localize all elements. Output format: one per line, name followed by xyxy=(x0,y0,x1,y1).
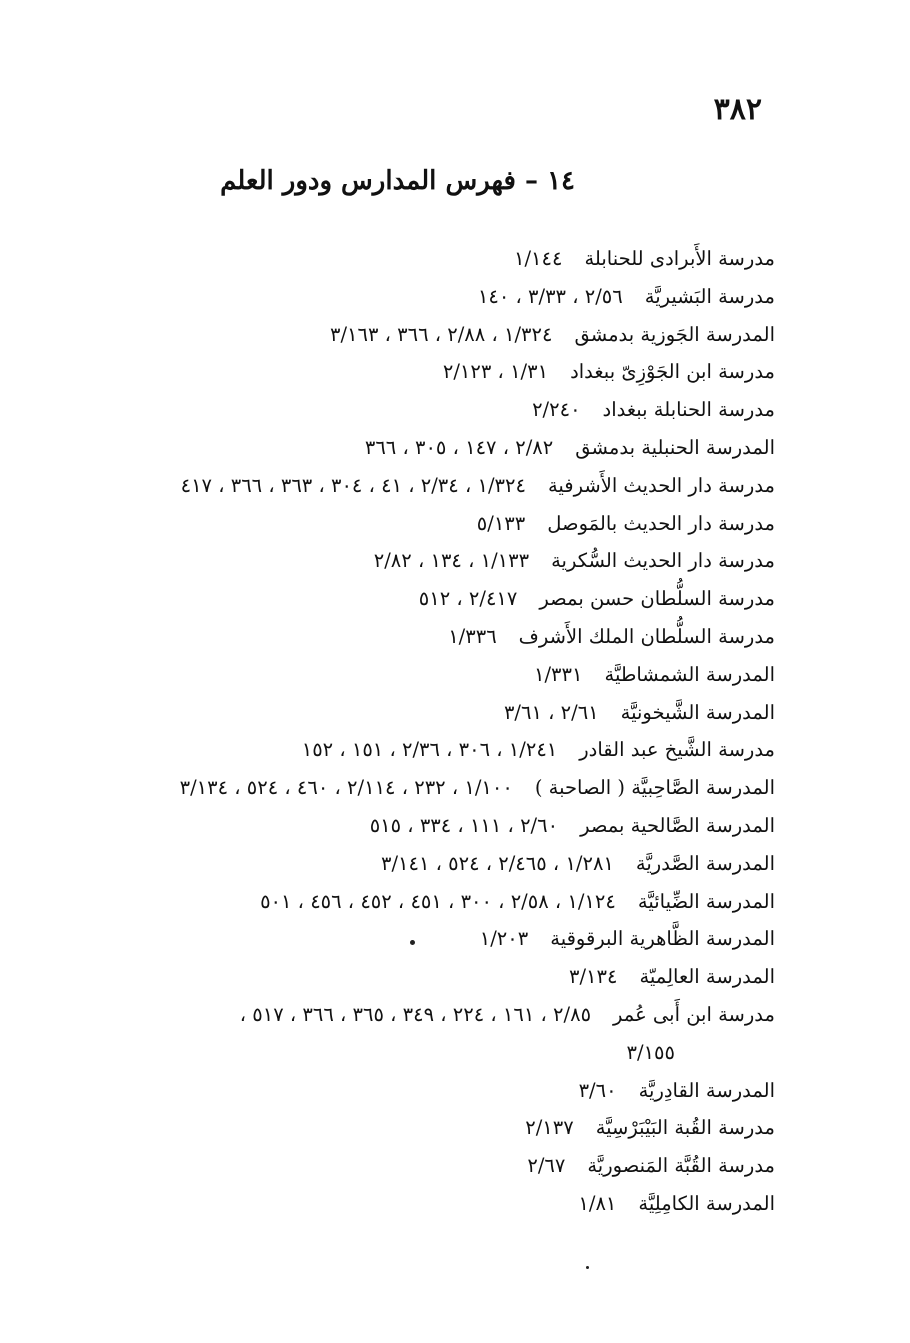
entry-page-refs: ٢/٦٧ xyxy=(527,1154,566,1178)
index-entry xyxy=(5,467,775,505)
entry-name: مدرسة دار الحديث بالمَوصل xyxy=(547,511,775,535)
entry-name: مدرسة السلُّطان حسن بمصر xyxy=(539,587,775,611)
entry-page-refs: ١/١٠٠ ، ٢٣٢ ، ٢/١١٤ ، ٤٦٠ ، ٥٢٤ ، ٣/١٣٤ xyxy=(179,776,513,800)
entry-page-refs: ٢/٦١ ، ٣/٦١ xyxy=(503,700,599,724)
entry-name: مدرسة الأَبرادى للحنابلة xyxy=(584,247,775,270)
index-entry xyxy=(5,920,775,958)
index-entry xyxy=(5,731,775,769)
entry-page-refs: ٢/٤١٧ ، ٥١٢ xyxy=(418,587,518,611)
entry-page-refs: ١/٨١ xyxy=(578,1191,617,1215)
entry-name: مدرسة دار الحديث الأَشرفية xyxy=(547,473,775,497)
entry-name: مدرسة دار الحديث السُّكرية xyxy=(551,549,775,573)
entry-page-refs: ٢/٨٢ ، ١٤٧ ، ٣٠٥ ، ٣٦٦ xyxy=(364,435,554,459)
index-entry xyxy=(5,694,775,732)
entry-page-refs: ٢/٦٠ ، ١١١ ، ٣٣٤ ، ٥١٥ xyxy=(369,813,559,837)
entry-page-refs: ١/٣٣٦ xyxy=(448,624,497,648)
index-entry xyxy=(5,618,775,656)
index-entry xyxy=(5,1147,775,1185)
index-entry xyxy=(5,845,775,883)
entry-name: المدرسة الحنبلية بدمشق xyxy=(575,435,775,459)
index-entry xyxy=(5,316,775,354)
entry-name: مدرسة السلُّطان الملك الأَشرف xyxy=(518,624,775,648)
index-entry xyxy=(5,1185,775,1223)
index-entry xyxy=(5,883,775,921)
entry-name: المدرسة القادِريَّة xyxy=(638,1078,775,1102)
entry-page-refs: ٣/٦٠ xyxy=(578,1078,617,1102)
entry-page-refs: ٣/١٣٤ xyxy=(568,965,618,989)
entry-page-refs: ١/٣٢٤ ، ٢/٣٤ ، ٤١ ، ٣٠٤ ، ٣٦٣ ، ٣٦٦ ، ٤١٧ xyxy=(180,473,526,497)
index-entry xyxy=(5,505,775,543)
entry-name: المدرسة الضِّيائيَّة xyxy=(637,889,775,913)
section-title: ١٤ – فهرس المدارس ودور العلم xyxy=(220,166,575,196)
entry-page-refs: ١/١٢٤ ، ٢/٥٨ ، ٣٠٠ ، ٤٥١ ، ٤٥٢ ، ٤٥٦ ، ٥٠١ xyxy=(260,889,616,913)
entry-page-refs: ٢/٥٦ ، ٣/٣٣ ، ١٤٠ xyxy=(477,284,623,308)
entry-name: مدرسة القُبَّة المَنصوريَّة xyxy=(587,1154,775,1178)
entry-page-refs: ١/٢٤١ ، ٣٠٦ ، ٢/٣٦ ، ١٥١ ، ١٥٢ xyxy=(301,738,558,762)
entry-page-refs: ٢/٨٥ ، ١٦١ ، ٢٢٤ ، ٣٤٩ ، ٣٦٥ ، ٣٦٦ ، ٥١٧ ، xyxy=(239,1002,592,1026)
stray-dot-mark xyxy=(586,1266,589,1269)
entry-page-refs: ١/٢٠٣ xyxy=(479,927,529,951)
index-entry xyxy=(5,391,775,429)
index-entry-list xyxy=(5,240,775,1223)
entry-name: مدرسة البَشيريَّة xyxy=(644,284,775,308)
entry-name: مدرسة ابن أَبى عُمر xyxy=(613,1002,775,1026)
entry-page-refs-continuation: ٣/١٥٥ xyxy=(626,1040,675,1064)
entry-name: مدرسة ابن الجَوْزِىّ ببغداد xyxy=(570,360,775,384)
index-entry xyxy=(5,240,775,278)
entry-name: المدرسة الصَّالحية بمصر xyxy=(580,813,775,837)
entry-name: مدرسة الشَّيخ عبد القادر xyxy=(579,738,775,762)
page-number: ٣٨٢ xyxy=(713,92,762,127)
entry-page-refs: ٢/٢٤٠ xyxy=(532,398,581,422)
index-entry xyxy=(5,996,775,1072)
entry-page-refs: ٢/١٣٧ xyxy=(525,1116,574,1140)
entry-name: المدرسة العالِميّة xyxy=(639,965,775,989)
index-entry xyxy=(5,353,775,391)
entry-name: المدرسة الصَّاحِبيَّة ( الصاحبة ) xyxy=(534,776,775,800)
index-entry xyxy=(5,769,775,807)
entry-name: المدرسة الشمشاطيَّة xyxy=(604,662,775,686)
entry-page-refs: ١/٢٨١ ، ٢/٤٦٥ ، ٥٢٤ ، ٣/١٤١ xyxy=(380,851,614,875)
entry-name: مدرسة الحنابلة ببغداد xyxy=(602,398,775,422)
index-entry xyxy=(5,958,775,996)
entry-name: المدرسة الصَّدريَّة xyxy=(635,851,775,875)
index-entry xyxy=(5,1072,775,1110)
index-entry xyxy=(5,807,775,845)
entry-page-refs: ١/١٤٤ xyxy=(514,247,563,270)
entry-name: المدرسة الشَّيخونيَّة xyxy=(620,700,775,724)
entry-page-refs: ٥/١٣٣ xyxy=(476,511,526,535)
entry-name: المدرسة الكامِلِيَّة xyxy=(638,1191,775,1215)
index-entry xyxy=(5,580,775,618)
index-entry xyxy=(5,542,775,580)
index-entry xyxy=(5,1109,775,1147)
index-entry xyxy=(5,656,775,694)
entry-page-refs: ١/٣٣١ xyxy=(534,662,583,686)
entry-page-refs: ١/١٣٣ ، ١٣٤ ، ٢/٨٢ xyxy=(373,549,530,573)
entry-name: المدرسة الجَوزية بدمشق xyxy=(574,322,775,346)
index-entry xyxy=(5,278,775,316)
entry-name: مدرسة القُبة البَيْبَرْسِيَّة xyxy=(595,1116,775,1140)
entry-page-refs: ١/٣٢٤ ، ٢/٨٨ ، ٣٦٦ ، ٣/١٦٣ xyxy=(329,322,553,346)
entry-name: المدرسة الظَّاهرية البرقوقية xyxy=(550,927,775,951)
stray-dot-mark xyxy=(410,940,415,945)
entry-page-refs: ١/٣١ ، ٢/١٢٣ xyxy=(442,360,549,384)
index-entry xyxy=(5,429,775,467)
